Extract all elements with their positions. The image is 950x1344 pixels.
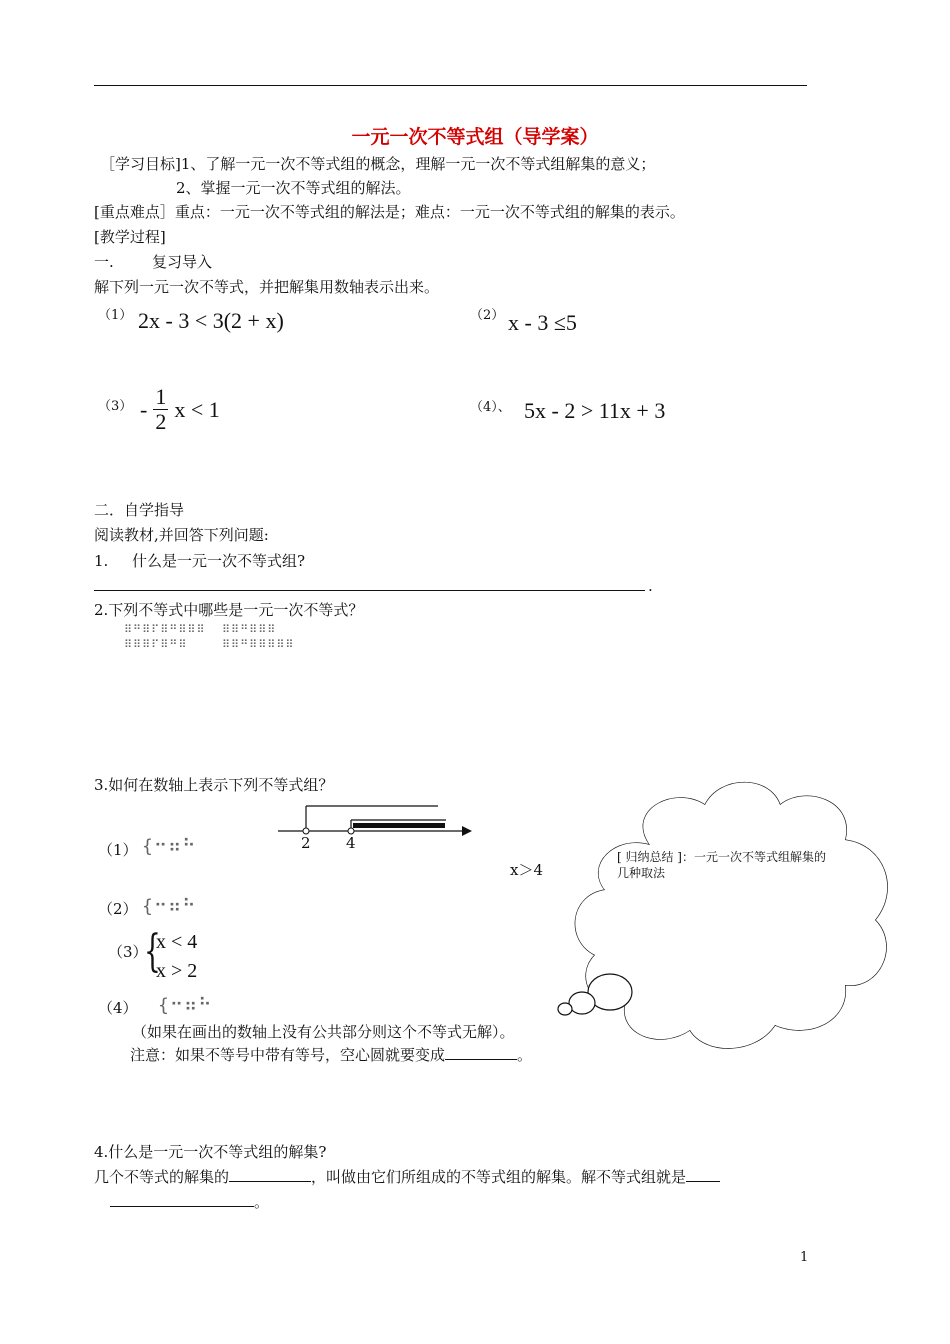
system-1-label: （1） [98,841,138,859]
system-1-answer: x＞4 [510,861,544,879]
note-no-common-part: （如果在画出的数轴上没有公共部分则这个不等式无解）。 [132,1023,515,1041]
question-2-text: 2.下列不等式中哪些是一元一次不等式？ [94,601,364,619]
q4-line2-post: 。 [254,1193,270,1211]
problem-3-numerator: 1 [155,384,167,409]
note-equal-sign [130,1045,532,1065]
q4-blank-2 [686,1167,720,1182]
summary-cloud [555,770,900,1060]
garbled-formula-4: ⠿⠿⠛⠿⠿⠿⠿⠿ [222,638,295,651]
system-4-garbled: {⠒⠶⠓ [158,995,213,1016]
solution-bold-bar [353,823,445,828]
question-4-text: 4.什么是一元一次不等式组的解集? [94,1143,327,1161]
garbled-formula-1: ⠿⠛⠿⠏⠿⠛⠿⠿⠿ [124,623,206,636]
system-4-label: （4） [98,999,138,1017]
question-3-text: 3.如何在数轴上表示下列不等式组？ [94,776,334,794]
section2-read: 阅读教材,并回答下列问题: [94,526,269,544]
section2-title: 二．自学指导 [94,501,185,519]
system-3-bottom: x > 2 [156,960,198,982]
goals-line-1: ［学习目标]1、了解一元一次不等式组的概念，理解一元一次不等式组解集的意义； [100,155,656,173]
problem-3-label: （3） [98,399,133,414]
page-number: 1 [800,1250,809,1265]
question-1-text: 什么是一元一次不等式组? [132,552,306,570]
question-4-line-2 [110,1192,269,1212]
axis-tick-2: 2 [301,834,311,852]
goals-line-2: 2、掌握一元一次不等式组的解法。 [176,179,411,197]
system-1-garbled: {⠒⠶⠓ [142,836,197,857]
problem-4-expression: 5x - 2 > 11x + 3 [524,398,666,423]
q4-blank-1 [229,1167,311,1182]
header-rule [94,85,807,86]
system-2-label: （2） [98,900,138,918]
note-blank [445,1045,517,1060]
problem-2-label: （2） [470,308,505,323]
question-1-number: 1. [94,552,109,570]
page-title: 一元一次不等式组（导学案） [351,126,599,148]
thought-bubble-small [558,1003,572,1015]
process-label: [教学过程] [94,228,166,246]
question-4-line-1 [94,1167,720,1187]
problem-3-minus: - [140,396,148,422]
axis-tick-4: 4 [346,834,356,852]
problem-3-fraction [153,385,168,434]
system-2-garbled: {⠒⠶⠓ [142,896,197,917]
q4-line1-pre: 几个不等式的解集的 [94,1168,230,1186]
axis-arrow-icon [462,826,472,836]
problem-1-label: （1） [98,308,133,323]
problem-3-expression [140,385,220,434]
garbled-formula-2: ⠿⠿⠛⠿⠿⠿ [222,623,277,636]
question-1-end-dot: . [648,577,653,595]
system-3-brace: { [144,926,161,977]
problem-4-label: （4）、 [470,400,511,415]
problem-3-denominator: 2 [155,409,167,434]
problem-2-expression: x - 3 ≤5 [508,310,577,335]
problem-1-expression: 2x - 3 < 3(2 + x) [138,308,284,333]
note-equal-sign-post: 。 [517,1046,533,1064]
garbled-formula-3: ⠿⠿⠿⠏⠿⠛⠿ [124,638,188,651]
section1-instruction: 解下列一元一次不等式，并把解集用数轴表示出来。 [94,278,440,296]
system-3-label: （3） [108,943,148,961]
keypoints-line: [重点难点］重点：一元一次不等式组的解法是；难点：一元一次不等式组的解集的表示。 [94,203,685,221]
cloud-summary-text: [ 归纳总结 ]：一元一次不等式组解集的几种取法 [617,850,826,880]
thought-bubble-medium [569,992,595,1014]
q4-line1-mid: ，叫做由它们所组成的不等式组的解集。解不等式组就是 [311,1168,687,1186]
question-1-answer-line [94,590,645,591]
section1-number: 一. [94,253,114,271]
q4-blank-3 [110,1192,254,1207]
note-equal-sign-pre: 注意：如果不等号中带有等号，空心圆就要变成 [130,1046,446,1064]
problem-3-rest: x < 1 [174,396,220,422]
section1-title: 复习导入 [152,253,213,271]
system-3-top: x < 4 [156,931,198,953]
